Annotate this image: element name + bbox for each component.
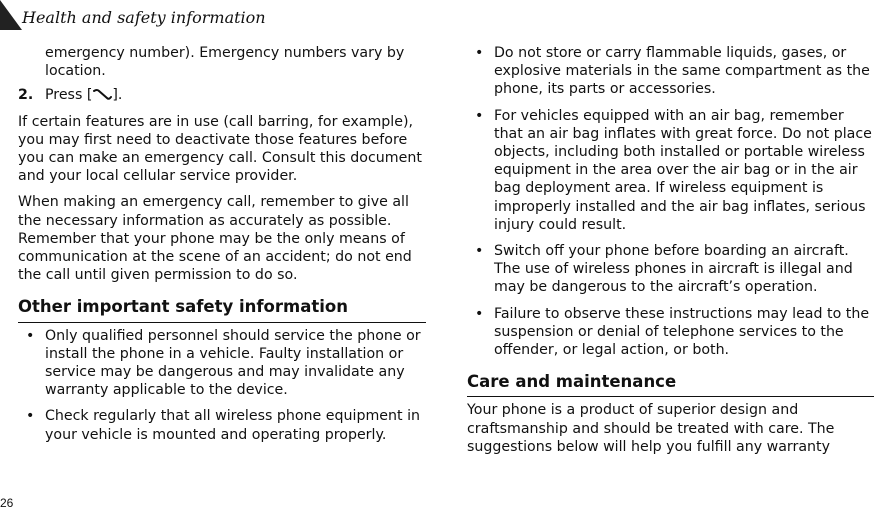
- header-accent-bar: [0, 0, 22, 30]
- step-number: 2.: [18, 87, 34, 104]
- left-column: [18, 44, 426, 452]
- list-item: • Do not store or carry flammable liquids, gases, or explosive materials in the same compartment as the phone, its parts or accessories.: [475, 45, 870, 98]
- page-number: 26: [0, 496, 14, 510]
- list-item: • Only qualified personnel should service the phone or install the phone in a vehicle. Faulty installation or service may be dangerous and may invalidate any warranty applicable to the device.: [26, 327, 421, 399]
- list-item: • Failure to observe these instructions may lead to the suspension or denial of telephone services to the offender, or legal action, or both.: [475, 305, 870, 359]
- step-2: [18, 86, 426, 104]
- step-text-before: Press [: [45, 87, 93, 104]
- phone-send-key-icon: [92, 88, 112, 100]
- section-heading-other-safety: Other important safety information: [18, 298, 426, 322]
- list-item-text: Only qualified personnel should service the phone or install the phone in a vehicle. Faulty installation or service may be dangerous and may invalidate any warranty applicable to the device.: [45, 327, 421, 399]
- step-text-after: ].: [112, 87, 123, 104]
- paragraph-care: Your phone is a product of superior design and craftsmanship and should be treated with care. The suggestions below will help you fulfill any warranty: [467, 402, 835, 455]
- list-item-text: For vehicles equipped with an air bag, remember that an air bag inflates with great force. Do not place objects, including both installed or portable wireless equipment in the area over the air bag or in the air bag deployment area. If wireless equipment is improperly installed and the air bag inflates, serious injury could result.: [494, 107, 872, 233]
- paragraph-emergency-call: When making an emergency call, remember to give all the necessary information as accurately as possible. Remember that your phone may be the only means of communication at the scene of an accident; do not end the call until given permission to do so.: [18, 194, 412, 284]
- section-heading-care: Care and maintenance: [467, 373, 874, 397]
- list-item: • Check regularly that all wireless phone equipment in your vehicle is mounted and operating properly.: [26, 408, 421, 443]
- page-header-title: Health and safety information: [22, 8, 266, 27]
- continued-paragraph: emergency number). Emergency numbers vary by location.: [45, 45, 405, 80]
- list-item-text: Failure to observe these instructions may lead to the suspension or denial of telephone services to the offender, or legal action, or both.: [494, 305, 870, 359]
- list-item: • Switch off your phone before boarding an aircraft. The use of wireless phones in aircraft is illegal and may be dangerous to the aircraft’s operation.: [475, 243, 853, 296]
- list-item: • For vehicles equipped with an air bag, remember that an air bag inflates with great force. Do not place objects, including both installed or portable wireless equipment in the area over the air bag or in the air bag deployment area. If wireless equipment is improperly installed and the air bag inflates, serious injury could result.: [475, 107, 872, 233]
- list-item-text: Check regularly that all wireless phone equipment in your vehicle is mounted and operating properly.: [45, 408, 421, 443]
- right-bullet-list: [467, 44, 874, 359]
- paragraph-features: If certain features are in use (call barring, for example), you may first need to deactivate those features before you can make an emergency call. Consult this document and your local cellular service provider.: [18, 113, 422, 185]
- right-column: [467, 44, 874, 456]
- left-bullet-list: [18, 327, 426, 444]
- list-item-text: Switch off your phone before boarding an aircraft. The use of wireless phones in aircraft is illegal and may be dangerous to the aircraft’s operation.: [494, 243, 853, 296]
- step-text: [45, 86, 122, 104]
- list-item-text: Do not store or carry flammable liquids, gases, or explosive materials in the same compartment as the phone, its parts or accessories.: [494, 45, 870, 98]
